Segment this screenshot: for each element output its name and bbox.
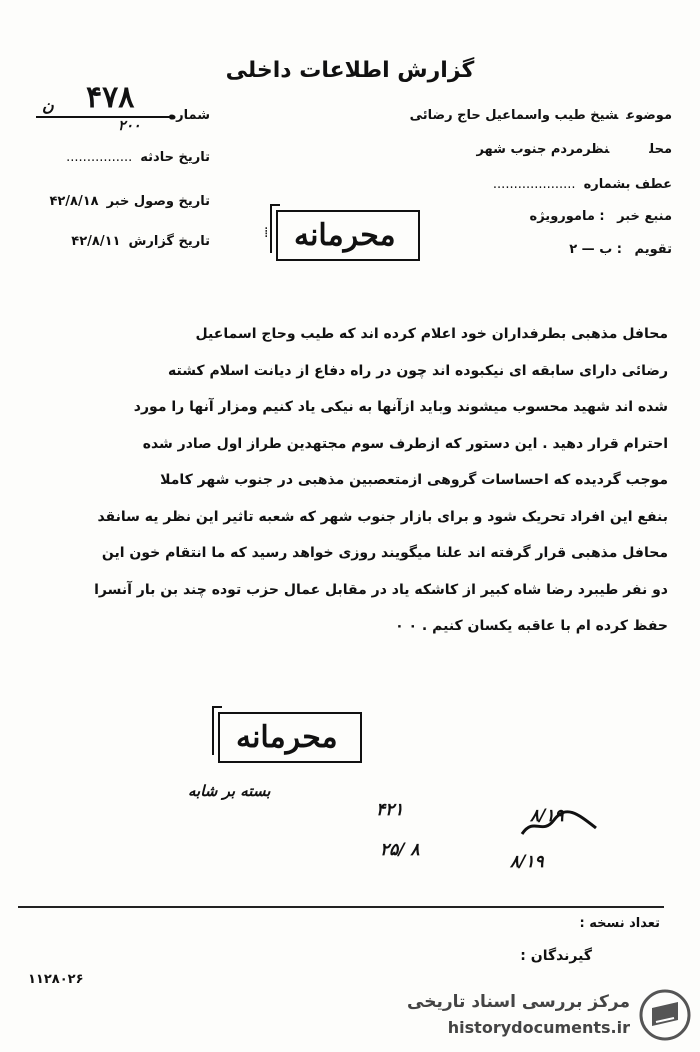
subject-field [410,108,672,123]
body-line: شده اند شهید محسوب میشوند وباید ازآنها به نیکی یاد کنیم ومزار آنها را مورد [133,399,668,415]
handwritten-date-right: ۸/۱۹ [530,806,564,826]
copies-count-field [580,916,660,931]
confidential-stamp-bottom [218,712,362,763]
recipients-label: گیرندگان : [520,948,592,964]
report-date-field [24,234,210,249]
signature-icon [520,810,600,844]
handwritten-date-lower-right: ۸/۱۹ [510,852,544,872]
subject-value: شیخ طیب واسماعیل حاج رضائی [409,108,619,123]
body-line: محافل مذهبی قرار گرفته اند علنا میگویند روزی خواهد رسید که ما انتقام خون این [101,545,668,561]
source-value: مامورویژه [529,209,595,224]
place-value: نظرمردم جنوب شهر [476,142,610,157]
assessment-value: ب — ۲ [569,242,613,257]
report-date-value: ۴۲/۸/۱۱ [71,234,121,249]
body-line: حفظ کرده ام با عاقبه یکسان کنیم . ۰ ۰ [395,618,668,634]
body-line: دو نفر طیبرد رضا شاه کبیر از کاشکه یاد در مقابل عمال حزب توده چند بن بار آنسرا [94,581,668,598]
confidential-stamp-top-text: محرمانه [276,210,420,261]
page-title: گزارش اطلاعات داخلی [225,58,475,83]
confidential-stamp-top [276,210,420,261]
watermark-fa: مرکز بررسی اسناد تاریخی [407,992,630,1012]
number-label: شماره [168,108,210,123]
stamp-mark-icon: ⁞ [264,225,269,241]
divider-line [18,906,664,908]
reference-value: .................... [492,177,576,192]
body-line: محافل مذهبی بطرفداران خود اعلام کرده اند که طیب وحاج اسماعیل [195,326,668,342]
body-line: رضائی دارای سابقه ای نیکبوده اند چون در راه دفاع از دیانت اسلام کشته [167,362,668,379]
assessment-field: تقویم : ب — ۲ [569,242,672,257]
watermark-en: historydocuments.ir [447,1018,630,1037]
handwritten-number: ۴۲۱ [376,800,404,820]
body-line: احترام قرار دهید . این دستور که ازطرف سوم مجتهدین طراز اول صادر شده [142,435,668,452]
watermark-logo [404,984,694,1048]
body-text [18,316,668,645]
incident-date-label: تاریخ حادثه [140,150,210,165]
archive-logo-icon [638,988,692,1046]
recipients-field [520,948,592,964]
reference-field [493,177,672,192]
incident-date-field [30,150,210,165]
body-line: بنفع این افراد تحریک شود و برای بازار جنوب شهر که شعبه تاثیر این نظر یه سانقد [97,508,668,525]
number-value: ۴۷۸ [86,80,135,115]
confidential-stamp-bottom-text: محرمانه [218,712,362,763]
handwritten-note: بسته بر شابه [188,782,271,800]
handwritten-date-middle: ۲۵/ ۸ [380,840,420,860]
received-date-value: ۴۲/۸/۱۸ [49,194,99,209]
received-date-field [24,194,210,209]
place-field [476,142,672,157]
subject-label: موضوع [626,108,672,123]
source-label: منبع خبر [617,209,672,224]
number-sub: ۲۰۰ [118,118,141,134]
number-suffix: ن [42,96,54,115]
source-field: منبع خبر : مامورویژه [529,209,672,224]
body-line: موجب گردیده که احساسات گروهی ازمتعصبین مذهبی در جنوب شهر کاملا [160,472,668,488]
received-date-label: تاریخ وصول خبر [106,194,210,209]
place-label: محل [649,142,672,157]
footer-code: ۱۱۲۸۰۲۶ [28,972,84,987]
report-date-label: تاریخ گزارش [128,234,210,249]
incident-date-value: ................ [66,150,133,165]
copies-label: تعداد نسخه : [579,916,660,931]
assessment-label: تقویم [634,242,672,257]
reference-label: عطف بشماره [583,177,672,192]
